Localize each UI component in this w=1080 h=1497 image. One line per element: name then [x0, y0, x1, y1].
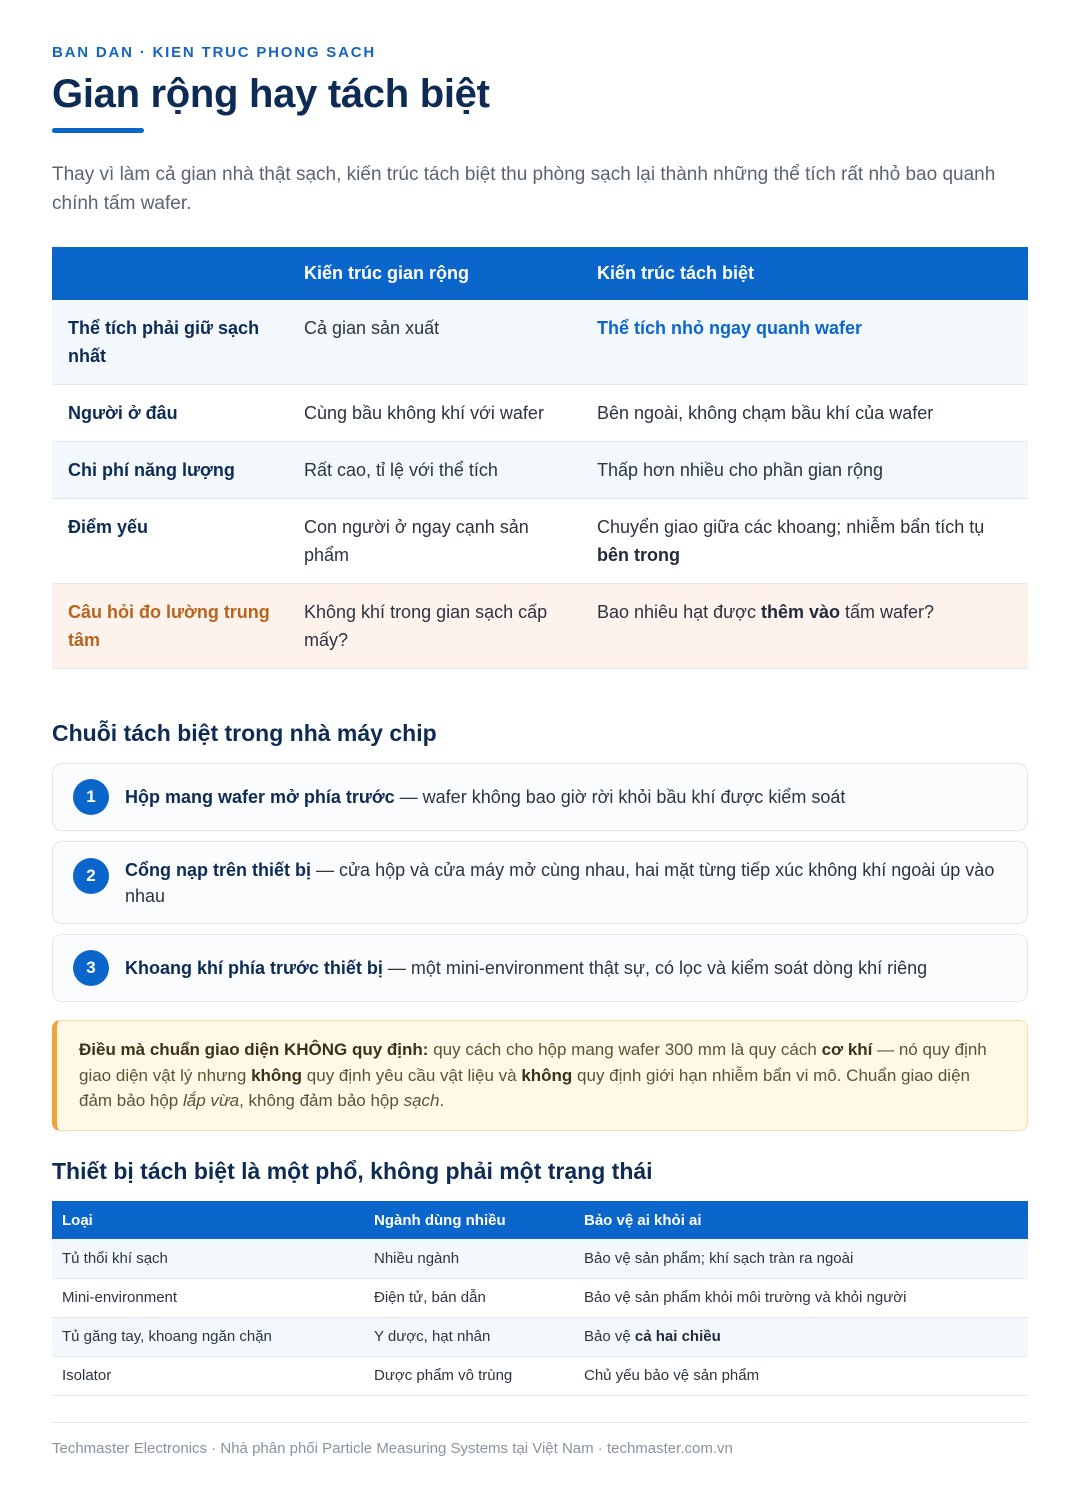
step-text [125, 955, 927, 981]
table-row [52, 1278, 1028, 1317]
protection-cell: Bảo vệ sản phẩm khỏi môi trường và khỏi người [574, 1278, 1028, 1317]
footer-text: Techmaster Electronics · Nhà phân phối Particle Measuring Systems tại Việt Nam · techmaster.com.vn [52, 1440, 733, 1457]
note-emphasis: cơ khí [821, 1040, 873, 1059]
isolated-cell: Bên ngoài, không chạm bầu khí của wafer [581, 385, 1028, 442]
interface-standard-note [52, 1020, 1028, 1131]
protection-cell: Bảo vệ sản phẩm; khí sạch tràn ra ngoài [574, 1239, 1028, 1278]
type-cell: Isolator [52, 1356, 364, 1395]
step-number-badge: 3 [73, 950, 109, 986]
isolated-cell [581, 499, 1028, 584]
row-label: Người ở đâu [52, 385, 288, 442]
step-description: — wafer không bao giờ rời khỏi bầu khí được kiểm soát [394, 787, 846, 807]
note-text: . [439, 1091, 445, 1110]
step-title: Khoang khí phía trước thiết bị [125, 958, 383, 978]
isolated-emphasis: thêm vào [760, 602, 840, 622]
row-label: Thể tích phải giữ sạch nhất [52, 300, 288, 385]
note-italic: lắp vừa [182, 1091, 240, 1110]
comparison-header-row [52, 247, 1028, 300]
step-number-badge: 1 [73, 779, 109, 815]
ballroom-cell: Cả gian sản xuất [288, 300, 581, 385]
row-label: Câu hỏi đo lường trung tâm [52, 584, 288, 669]
header-cell-protection: Bảo vệ ai khỏi ai [574, 1201, 1028, 1239]
ballroom-cell: Cùng bầu không khí với wafer [288, 385, 581, 442]
industry-cell: Y dược, hạt nhân [364, 1317, 574, 1356]
note-italic: sạch [403, 1091, 440, 1110]
header-cell-ballroom: Kiến trúc gian rộng [288, 247, 581, 300]
type-cell: Mini-environment [52, 1278, 364, 1317]
table-row [52, 385, 1028, 442]
note-text: quy định giới hạn nhiễm bẩn vi mô. Chuẩn giao diện đảm bảo hộp [79, 1065, 970, 1110]
table-row [52, 442, 1028, 499]
step-title: Hộp mang wafer mở phía trước [125, 787, 395, 807]
intro-paragraph: Thay vì làm cả gian nhà thật sạch, kiến trúc tách biệt thu phòng sạch lại thành những thể tích rất nhỏ bao quanh chính tấm wafer. [52, 164, 996, 214]
isolated-cell: Thấp hơn nhiều cho phần gian rộng [581, 442, 1028, 499]
note-text: quy cách cho hộp mang wafer 300 mm là quy cách [428, 1040, 822, 1059]
note-text: quy định yêu cầu vật liệu và [302, 1065, 522, 1085]
isolated-text: Chuyển giao giữa các khoang; nhiễm bẩn tích tụ [597, 517, 985, 537]
isolated-cell [581, 584, 1028, 669]
isolated-cell: Thể tích nhỏ ngay quanh wafer [581, 300, 1028, 385]
step-text [125, 784, 845, 810]
header-cell-type: Loại [52, 1201, 364, 1239]
protection-cell: Chủ yếu bảo vệ sản phẩm [574, 1356, 1028, 1395]
type-cell: Tủ thổi khí sạch [52, 1239, 364, 1278]
note-text: — nó quy định giao diện vật lý nhưng [79, 1040, 987, 1085]
isolated-emphasis: bên trong [597, 545, 680, 565]
ballroom-cell: Không khí trong gian sạch cấp mấy? [288, 584, 581, 669]
isolated-text: Bao nhiêu hạt được [597, 602, 761, 622]
header-cell-isolated: Kiến trúc tách biệt [581, 247, 1028, 300]
protection-text: Bảo vệ [584, 1328, 635, 1345]
ballroom-cell: Rất cao, tỉ lệ với thể tích [288, 442, 581, 499]
table-row [52, 1239, 1028, 1278]
isolation-types-table [52, 1201, 1028, 1396]
chain-heading: Chuỗi tách biệt trong nhà máy chip [52, 720, 437, 746]
industry-cell: Điện tử, bán dẫn [364, 1278, 574, 1317]
table-row [52, 1356, 1028, 1395]
note-emphasis: không [251, 1065, 303, 1085]
chain-step-1 [52, 763, 1028, 831]
row-label: Điểm yếu [52, 499, 288, 584]
row-label: Chi phí năng lượng [52, 442, 288, 499]
types-heading: Thiết bị tách biệt là một phổ, không phải một trạng thái [52, 1158, 653, 1184]
page-title: Gian rộng hay tách biệt [52, 72, 490, 116]
chain-step-2 [52, 841, 1028, 924]
note-text: , không đảm bảo hộp [239, 1091, 404, 1110]
step-description: — một mini-environment thật sự, có lọc và kiểm soát dòng khí riêng [382, 958, 928, 978]
type-cell: Tủ găng tay, khoang ngăn chặn [52, 1317, 364, 1356]
table-row [52, 499, 1028, 584]
chain-step-3 [52, 934, 1028, 1002]
types-header-row [52, 1201, 1028, 1239]
table-row [52, 1317, 1028, 1356]
footer-divider [52, 1422, 1028, 1423]
note-lead: Điều mà chuẩn giao diện KHÔNG quy định: [79, 1040, 429, 1059]
protection-cell [574, 1317, 1028, 1356]
ballroom-cell: Con người ở ngay cạnh sản phẩm [288, 499, 581, 584]
comparison-table [52, 247, 1028, 669]
isolated-text-end: tấm wafer? [840, 602, 935, 622]
step-description: — cửa hộp và cửa máy mở cùng nhau, hai mặt từng tiếp xúc không khí ngoài úp vào nhau [125, 859, 995, 906]
header-cell-empty [52, 247, 288, 300]
step-number-badge: 2 [73, 858, 109, 894]
industry-cell: Dược phẩm vô trùng [364, 1356, 574, 1395]
protection-emphasis: cả hai chiều [634, 1328, 721, 1345]
table-row [52, 300, 1028, 385]
header-cell-industry: Ngành dùng nhiều [364, 1201, 574, 1239]
table-row-highlight [52, 584, 1028, 669]
industry-cell: Nhiều ngành [364, 1239, 574, 1278]
eyebrow: BAN DAN · KIEN TRUC PHONG SACH [52, 44, 376, 61]
step-text [125, 857, 1007, 909]
step-title: Cổng nạp trên thiết bị [125, 859, 311, 880]
title-underline [52, 128, 144, 133]
note-emphasis: không [521, 1065, 573, 1085]
